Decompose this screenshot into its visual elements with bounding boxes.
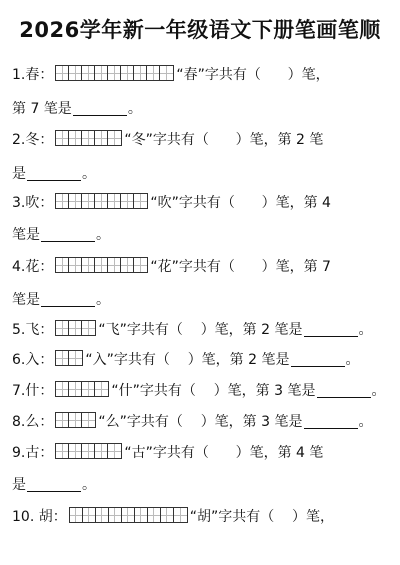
stroke-cell[interactable] [56,258,69,272]
stroke-cell[interactable] [134,66,147,80]
stroke-cell[interactable] [69,413,82,427]
item-char: 吹 [25,195,40,211]
end-mark: 。 [82,166,96,182]
stroke-grid[interactable] [55,412,96,428]
item-number: 2. [12,132,26,148]
page-title: 2026学年新一年级语文下册笔画笔顺 [19,18,381,42]
answer-gap[interactable] [209,133,236,147]
question-text-after: ）笔， [287,67,330,83]
item-number: 4. [12,259,26,275]
stroke-cell[interactable] [108,258,121,272]
answer-blank[interactable] [73,101,127,116]
item-number: 7. [12,383,26,399]
end-mark: 。 [345,352,360,368]
end-mark: 。 [358,322,373,338]
item-char: 春 [25,67,40,83]
question-text: “胡”字共有（ [189,509,275,525]
question-text: “入”字共有（ [85,352,170,368]
item-8-line: 8. 么 ： “么”字共有（ ）笔，第 3 笔是 。 [12,414,373,430]
stroke-cell[interactable] [82,258,95,272]
question-text: “花”字共有（ [150,259,235,275]
answer-gap[interactable] [261,68,288,82]
question-text: “春”字共有（ [176,67,261,83]
question-text-after: ）笔，第 7 [261,259,331,275]
stroke-cell[interactable] [95,382,108,396]
stroke-cell[interactable] [56,194,69,208]
stroke-cell[interactable] [56,444,69,458]
item-4-line: 4. 花 ： “花”字共有（ ）笔，第 7 [12,259,331,275]
stroke-cell[interactable] [135,508,148,522]
item-char: 入 [25,352,40,368]
stroke-cell[interactable] [95,194,108,208]
item-number: 5. [12,322,26,338]
answer-gap[interactable] [170,353,188,367]
stroke-cell[interactable] [56,131,69,145]
item-3-line: 3. 吹 ： “吹”字共有（ ）笔，第 4 [12,195,331,211]
stroke-cell[interactable] [95,258,108,272]
stroke-cell[interactable] [69,351,82,365]
answer-gap[interactable] [183,415,201,429]
stroke-grid[interactable] [55,381,109,397]
stroke-grid[interactable] [55,130,122,146]
stroke-cell[interactable] [134,258,147,272]
question-text-after: ）笔，第 3 笔是 [200,414,303,430]
question-text-cont: 笔是 [12,227,40,243]
stroke-cell[interactable] [121,258,134,272]
question-text-cont: 是 [12,166,26,182]
answer-blank[interactable] [304,414,358,429]
item-number: 9. [12,445,26,461]
stroke-cell[interactable] [108,131,121,145]
item-char: 古 [25,445,40,461]
item-3-line2 [12,220,110,242]
item-number: 10. [12,509,35,525]
end-mark: 。 [371,383,386,399]
stroke-cell[interactable] [69,258,82,272]
answer-gap[interactable] [209,446,236,460]
item-4-line2 [12,285,110,307]
stroke-cell[interactable] [121,66,134,80]
stroke-cell[interactable] [121,194,134,208]
item-5-line: 5. 飞 ： “飞”字共有（ ）笔，第 2 笔是 。 [12,322,373,338]
item-number: 6. [12,352,26,368]
item-10-line: 10. 胡 ： “胡”字共有（ ）笔， [12,509,335,525]
stroke-cell[interactable] [56,321,69,335]
item-char: 什 [25,383,40,399]
stroke-cell[interactable] [82,444,95,458]
item-char: 么 [25,414,40,430]
stroke-cell[interactable] [82,66,95,80]
answer-blank[interactable] [291,352,345,367]
question-text: “么”字共有（ [98,414,183,430]
question-text: “什”字共有（ [111,383,196,399]
item-1-line: 1. 春 ： “春”字共有（ ）笔， [12,67,330,83]
question-text-after: ）笔，第 2 笔 [235,132,324,148]
question-text-after: ）笔， [292,509,335,525]
question-text-after: ）笔，第 3 笔是 [213,383,316,399]
stroke-cell[interactable] [70,508,83,522]
stroke-cell[interactable] [82,413,95,427]
stroke-cell[interactable] [83,508,96,522]
question-text-after: ）笔，第 4 笔 [235,445,324,461]
stroke-cell[interactable] [82,131,95,145]
answer-blank[interactable] [317,383,371,398]
stroke-cell[interactable] [148,508,161,522]
stroke-cell[interactable] [122,508,135,522]
stroke-grid[interactable] [55,443,122,459]
end-mark: 。 [82,477,96,493]
item-9-line: 9. 古 ： “古”字共有（ ）笔，第 4 笔 [12,445,324,461]
item-2-line2 [12,159,96,181]
stroke-cell[interactable] [108,444,121,458]
stroke-cell[interactable] [109,508,122,522]
end-mark: 。 [127,101,142,117]
answer-gap[interactable] [183,323,201,337]
question-text-cont: 笔是 [12,292,40,308]
stroke-cell[interactable] [108,194,121,208]
stroke-cell[interactable] [82,194,95,208]
stroke-cell[interactable] [161,508,174,522]
item-char: 胡 [38,509,53,525]
question-text: “古”字共有（ [124,445,209,461]
item-7-line: 7. 什 ： “什”字共有（ ）笔，第 3 笔是 。 [12,383,386,399]
stroke-cell[interactable] [96,508,109,522]
stroke-grid[interactable] [55,65,174,81]
item-1-line2 [12,94,142,116]
item-char: 花 [25,259,40,275]
stroke-cell[interactable] [82,382,95,396]
answer-gap[interactable] [196,384,214,398]
answer-blank[interactable] [27,477,81,492]
stroke-cell[interactable] [56,382,69,396]
stroke-cell[interactable] [108,66,121,80]
answer-blank[interactable] [41,227,95,242]
answer-blank[interactable] [304,322,358,337]
item-9-line2 [12,470,96,492]
item-char: 冬 [25,132,40,148]
item-number: 3. [12,195,26,211]
item-6-line: 6. 入 ： “入”字共有（ ）笔，第 2 笔是 。 [12,352,360,368]
stroke-grid[interactable] [55,193,148,209]
stroke-grid[interactable] [55,320,96,336]
stroke-cell[interactable] [174,508,187,522]
stroke-cell[interactable] [69,194,82,208]
item-2-line: 2. 冬 ： “冬”字共有（ ）笔，第 2 笔 [12,132,324,148]
stroke-cell[interactable] [82,321,95,335]
item-number: 1. [12,67,26,83]
end-mark: 。 [96,292,110,308]
stroke-cell[interactable] [134,194,147,208]
answer-blank[interactable] [27,166,81,181]
answer-gap[interactable] [235,196,262,210]
stroke-cell[interactable] [69,382,82,396]
end-mark: 。 [96,227,110,243]
stroke-grid[interactable] [55,257,148,273]
question-text-after: ）笔，第 2 笔是 [200,322,303,338]
stroke-cell[interactable] [69,66,82,80]
stroke-cell[interactable] [147,66,160,80]
answer-gap[interactable] [274,510,292,524]
stroke-cell[interactable] [160,66,173,80]
stroke-cell[interactable] [56,351,69,365]
question-text: “吹”字共有（ [150,195,235,211]
stroke-cell[interactable] [95,66,108,80]
stroke-grid[interactable] [55,350,83,366]
stroke-cell[interactable] [95,444,108,458]
stroke-cell[interactable] [69,131,82,145]
stroke-cell[interactable] [69,444,82,458]
stroke-cell[interactable] [56,413,69,427]
question-text: “飞”字共有（ [98,322,183,338]
answer-blank[interactable] [41,292,95,307]
stroke-cell[interactable] [69,321,82,335]
question-text-after: ）笔，第 4 [261,195,331,211]
question-text: “冬”字共有（ [124,132,209,148]
question-text-cont: 是 [12,477,26,493]
end-mark: 。 [358,414,373,430]
item-number: 8. [12,414,26,430]
stroke-cell[interactable] [95,131,108,145]
question-text-after: ）笔，第 2 笔是 [187,352,290,368]
answer-gap[interactable] [235,260,262,274]
question-text-cont: 第 7 笔是 [12,101,72,117]
item-char: 飞 [25,322,40,338]
stroke-cell[interactable] [56,66,69,80]
stroke-grid[interactable] [69,507,188,523]
